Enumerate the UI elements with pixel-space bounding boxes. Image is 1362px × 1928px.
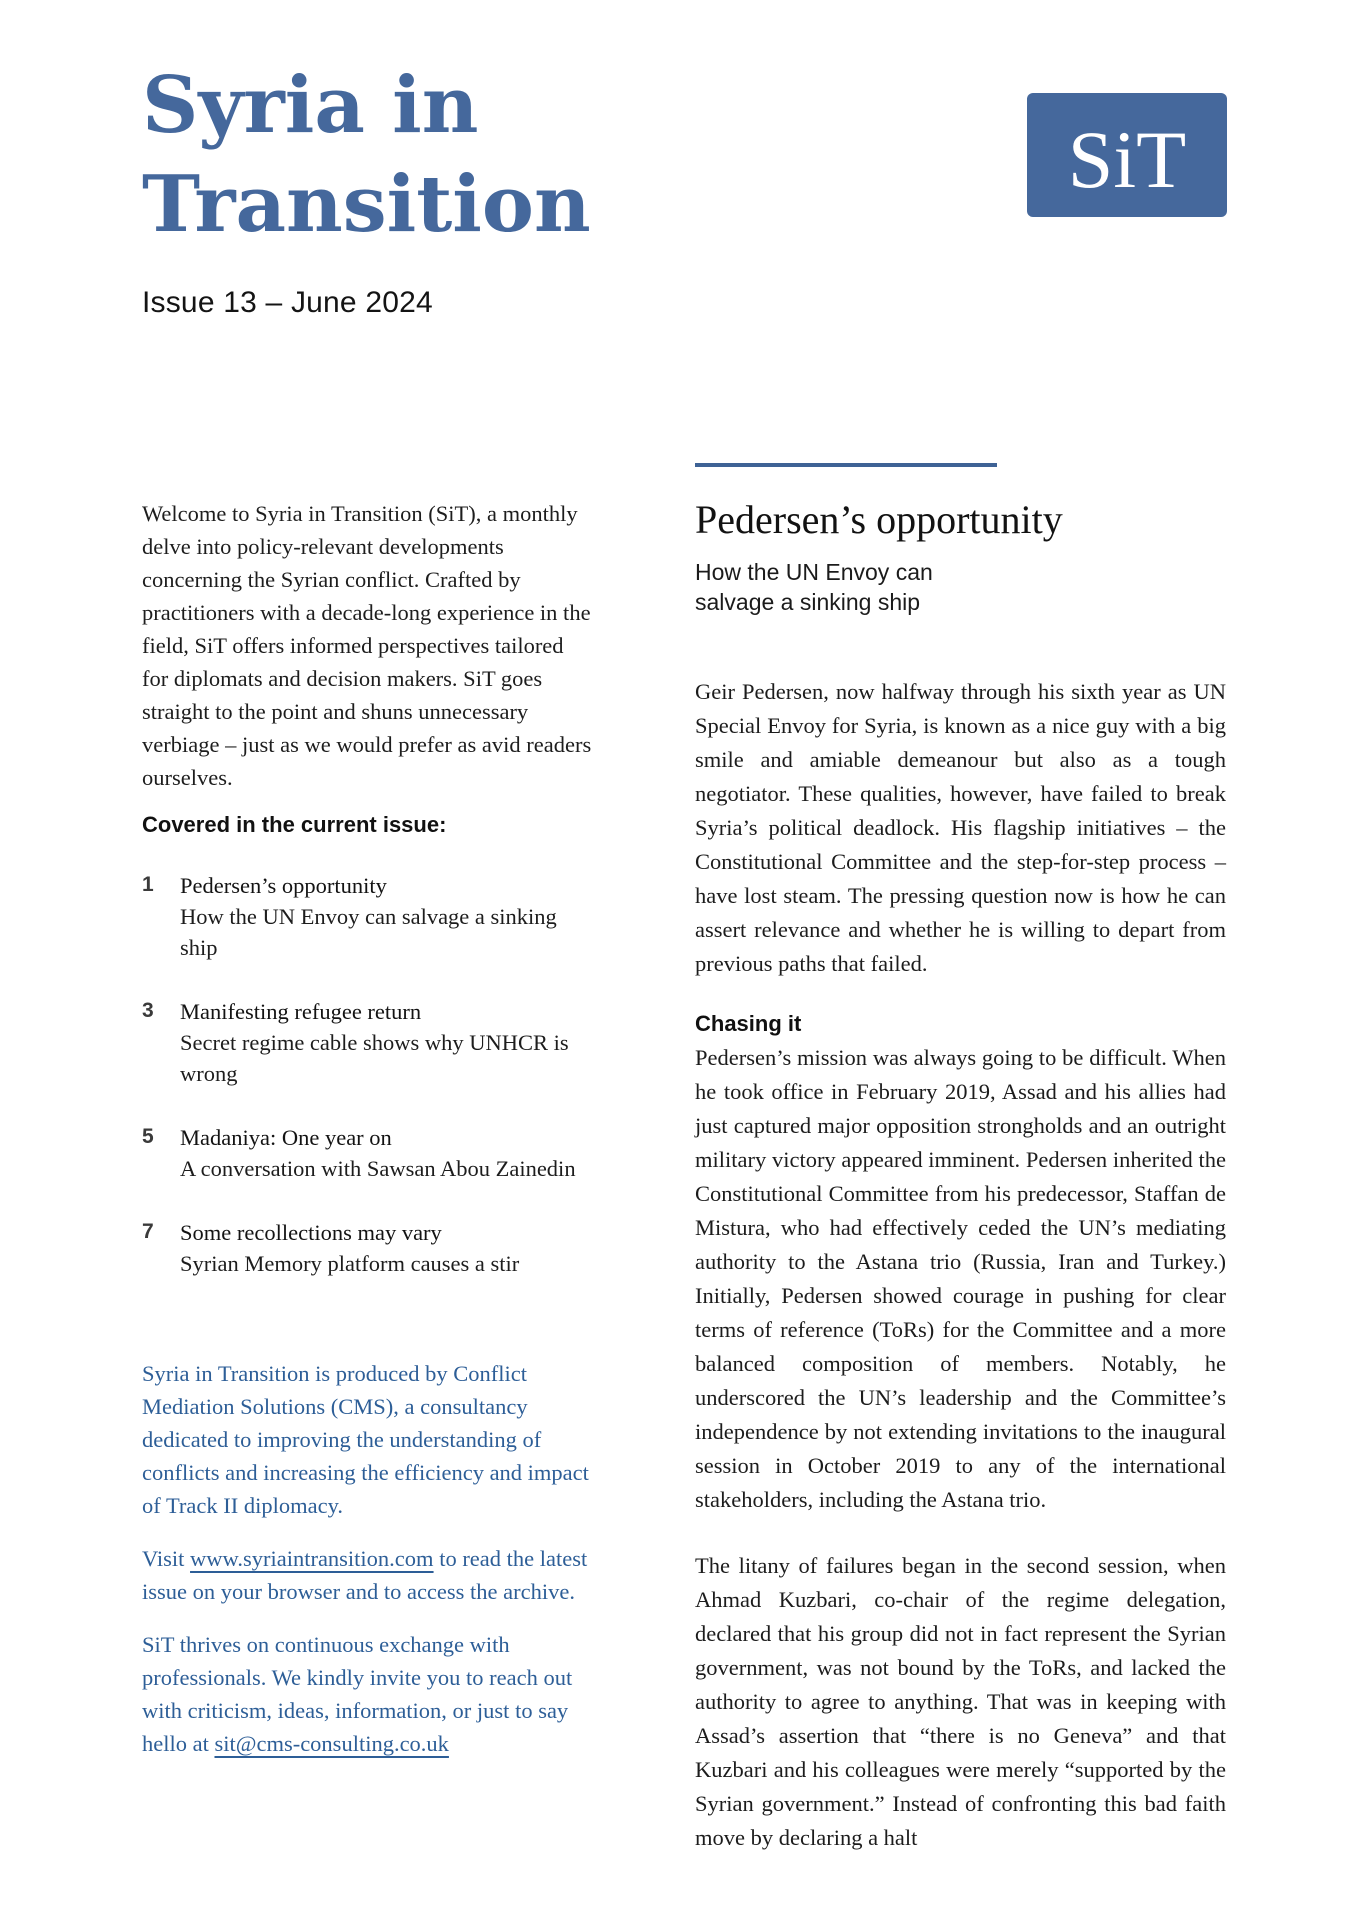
article-headline: Pedersen’s opportunity [695, 497, 1063, 542]
table-of-contents [142, 870, 592, 1279]
toc-item [142, 870, 592, 963]
visit-text-prefix: Visit [142, 1546, 191, 1571]
toc-subtitle: A conversation with Sawsan Abou Zainedin [180, 1156, 576, 1181]
contact-paragraph [142, 1628, 597, 1760]
email-link[interactable]: sit@cms-consulting.co.uk [214, 1731, 449, 1756]
website-link[interactable]: www.syriaintransition.com [190, 1546, 434, 1571]
article-subtitle [695, 557, 1226, 617]
visit-paragraph [142, 1542, 597, 1608]
toc-page-number: 5 [142, 1125, 154, 1148]
toc-page-number: 1 [142, 873, 154, 896]
toc-subtitle: How the UN Envoy can salvage a sinking ship [180, 904, 557, 960]
article-paragraph: Pedersen’s mission was always going to be difficult. When he took office in February 2019, Assad and his allies had just captured major opposition strongholds and an outright military victory appeared imminent. Pedersen inherited the Constitutional Committee from his predecessor, Staffan de Mistura, who had effectively ceded the UN’s mediating authority to the Astana trio (Russia, Iran and Turkey.) Initially, Pedersen showed courage in pushing for clear terms of reference (ToRs) for the Committee and a more balanced composition of members. Notably, he underscored the UN’s leadership and the Committee’s independence by not extending invitations to the inaugural session in October 2019 to any of the international stakeholders, including the Astana trio. [695, 1045, 1226, 1512]
article-subtitle-line: How the UN Envoy can [695, 559, 933, 585]
left-column [142, 497, 592, 1760]
article-column [695, 463, 1226, 1855]
sit-logo-text: SiT [1067, 114, 1187, 205]
contact-text-prefix: SiT thrives on continuous exchange with professionals. We kindly invite you to reach out with criticism, ideas, information, or just to say hello at [142, 1632, 573, 1756]
headline-rule [695, 463, 997, 467]
toc-title: Some recollections may vary [180, 1220, 442, 1245]
newsletter-title: Syria in Transition [142, 60, 591, 250]
toc-title: Manifesting refugee return [180, 999, 422, 1024]
article-subtitle-line: salvage a sinking ship [695, 589, 921, 615]
sit-logo [1027, 93, 1227, 217]
toc-title: Madaniya: One year on [180, 1125, 392, 1150]
toc-page-number: 7 [142, 1220, 154, 1243]
toc-heading: Covered in the current issue: [142, 812, 447, 837]
toc-title: Pedersen’s opportunity [180, 873, 387, 898]
article-paragraph: Geir Pedersen, now halfway through his sixth year as UN Special Envoy for Syria, is known as a nice guy with a big smile and amiable demeanour but also as a tough negotiator. These qualities, however, have failed to break Syria’s political deadlock. His flagship initiatives – the Constitutional Committee and the step-for-step process – have lost steam. The pressing question now is how he can assert relevance and whether he is willing to depart from previous paths that failed. [695, 679, 1226, 976]
about-paragraph: Syria in Transition is produced by Conflict Mediation Solutions (CMS), a consultancy dedicated to improving the understanding of conflicts and increasing the efficiency and impact of Track II diplomacy. [142, 1361, 589, 1518]
intro-paragraph: Welcome to Syria in Transition (SiT), a monthly delve into policy-relevant developments concerning the Syrian conflict. Crafted by practitioners with a decade-long experience in the field, SiT offers informed perspectives tailored for diplomats and decision makers. SiT goes straight to the point and shuns unnecessary verbiage – just as we would prefer as avid readers ourselves. [142, 501, 592, 790]
issue-line: Issue 13 – June 2024 [142, 286, 433, 319]
about-block [142, 1357, 597, 1760]
toc-item [142, 1217, 592, 1279]
toc-item [142, 1122, 592, 1184]
toc-subtitle: Secret regime cable shows why UNHCR is wrong [180, 1030, 569, 1086]
section-heading: Chasing it [695, 1011, 802, 1036]
toc-subtitle: Syrian Memory platform causes a stir [180, 1251, 520, 1276]
article-paragraph: The litany of failures began in the second session, when Ahmad Kuzbari, co-chair of the regime delegation, declared that his group did not in fact represent the Syrian government, was not bound by the ToRs, and lacked the authority to agree to anything. That was in keeping with Assad’s assertion that “there is no Geneva” and that Kuzbari and his colleagues were merely “supported by the Syrian government.” Instead of confronting this bad faith move by declaring a halt [695, 1553, 1226, 1850]
toc-item [142, 996, 592, 1089]
visit-text-suffix: to read the latest issue on your browser and to access the archive. [142, 1546, 588, 1604]
toc-page-number: 3 [142, 999, 154, 1022]
